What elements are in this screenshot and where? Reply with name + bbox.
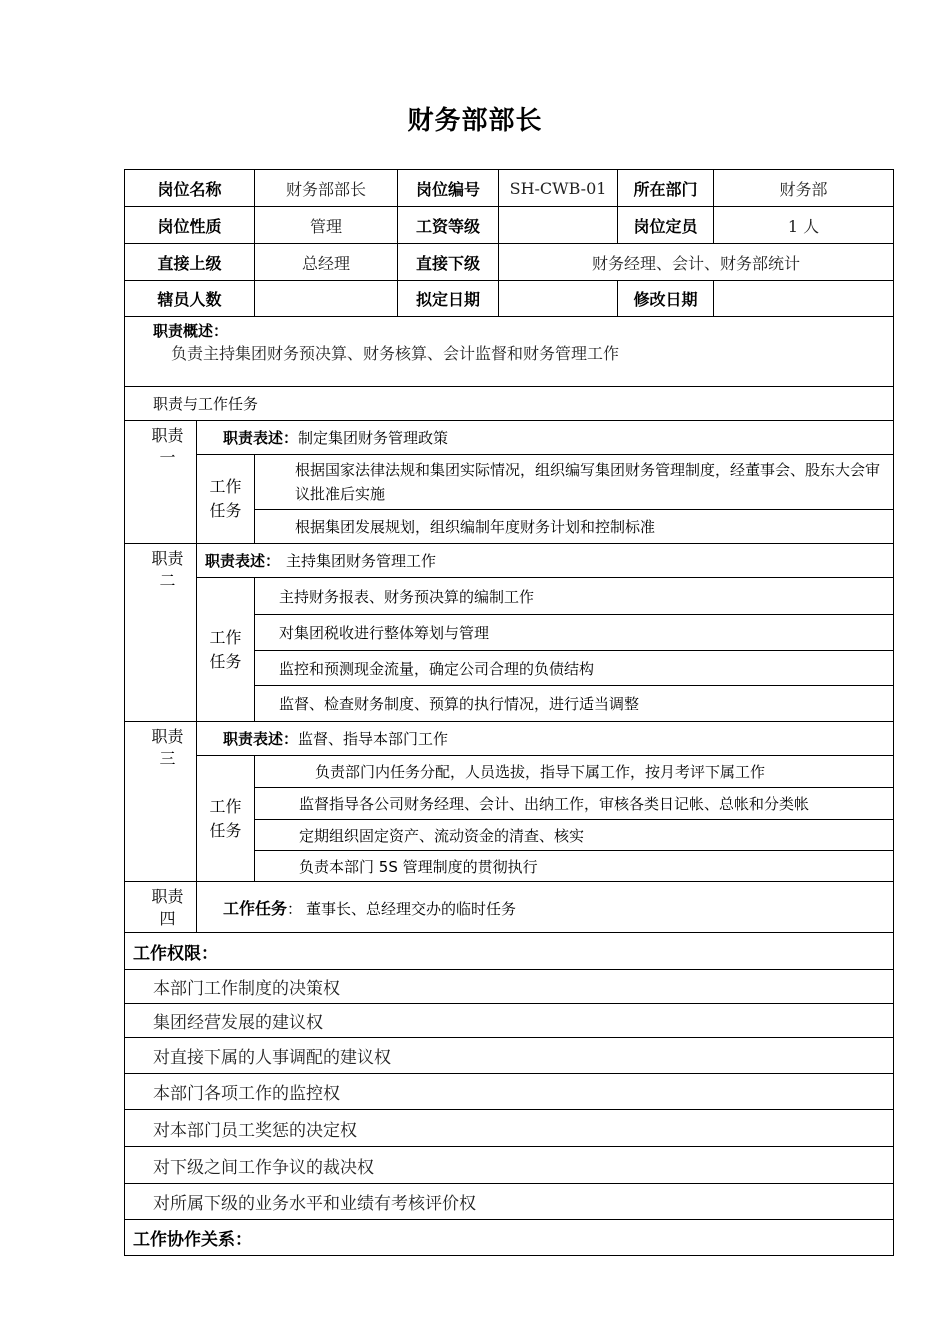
authority-item-4: 本部门各项工作的监控权 xyxy=(125,1074,894,1110)
authority-item-3: 对直接下属的人事调配的建议权 xyxy=(125,1038,894,1074)
salary-value xyxy=(499,207,618,244)
authority-item-7: 对所属下级的业务水平和业绩有考核评价权 xyxy=(125,1184,894,1220)
job-description-table xyxy=(124,169,894,1256)
superior-label: 直接上级 xyxy=(125,244,255,281)
post-name-value: 财务部部长 xyxy=(255,170,398,207)
duty-1-task-label: 工作任务 xyxy=(197,455,255,544)
duty-3-task-2: 监督指导各公司财务经理、会计、出纳工作，审核各类日记帐、总帐和分类帐 xyxy=(255,788,894,820)
post-code-label: 岗位编号 xyxy=(398,170,499,207)
duty-3-description xyxy=(197,722,894,756)
post-name-label: 岗位名称 xyxy=(125,170,255,207)
overview-label: 职责概述： xyxy=(153,322,229,340)
duty-2-task-label: 工作任务 xyxy=(197,578,255,722)
duty-3-number: 职责三 xyxy=(125,722,197,882)
duty-2-desc-text: 主持集团财务管理工作 xyxy=(286,552,437,570)
duties-header: 职责与工作任务 xyxy=(125,387,894,421)
authority-label: 工作权限： xyxy=(125,933,894,970)
duty-3-desc-label: 职责表述： xyxy=(223,730,299,748)
duty-1-number: 职责一 xyxy=(125,421,197,544)
subordinate-value: 财务经理、会计、财务部统计 xyxy=(499,244,894,281)
authority-item-5: 对本部门员工奖惩的决定权 xyxy=(125,1110,894,1147)
duty-1-task-1: 根据国家法律法规和集团实际情况，组织编写集团财务管理制度，经董事会、股东大会审议批准后实施 xyxy=(255,455,894,510)
duty-2-task-3: 监控和预测现金流量，确定公司合理的负债结构 xyxy=(255,651,894,686)
overview-cell xyxy=(125,317,894,387)
duty-4-description: 工作任务： 董事长、总经理交办的临时任务 xyxy=(197,882,894,933)
duty-2-description xyxy=(197,544,894,578)
staff-label: 辖员人数 xyxy=(125,281,255,317)
cooperation-label: 工作协作关系： xyxy=(125,1220,894,1256)
dept-label: 所在部门 xyxy=(618,170,714,207)
duty-4-task-text: 董事长、总经理交办的临时任务 xyxy=(306,899,517,918)
authority-item-2: 集团经营发展的建议权 xyxy=(125,1004,894,1038)
superior-value: 总经理 xyxy=(255,244,398,281)
duty-1-desc-label: 职责表述： xyxy=(223,429,299,447)
duty-2-number: 职责二 xyxy=(125,544,197,722)
post-code-value: SH-CWB-01 xyxy=(499,170,618,207)
revise-date-value xyxy=(714,281,894,317)
draft-date-value xyxy=(499,281,618,317)
duty-1-task-2: 根据集团发展规划，组织编制年度财务计划和控制标准 xyxy=(255,510,894,544)
duty-3-desc-text: 监督、指导本部门工作 xyxy=(298,730,449,748)
nature-label: 岗位性质 xyxy=(125,207,255,244)
draft-date-label: 拟定日期 xyxy=(398,281,499,317)
page-title: 财务部部长 xyxy=(407,106,543,136)
duty-1-desc-text: 制定集团财务管理政策 xyxy=(298,429,449,447)
quota-value: 1 人 xyxy=(714,207,894,244)
duty-4-task-label: 工作任务 xyxy=(223,898,288,918)
duty-3-task-3: 定期组织固定资产、流动资金的清查、核实 xyxy=(255,820,894,851)
duty-3-task-1: 负责部门内任务分配，人员选拔，指导下属工作，按月考评下属工作 xyxy=(255,756,894,788)
salary-label: 工资等级 xyxy=(398,207,499,244)
duty-2-task-4: 监督、检查财务制度、预算的执行情况，进行适当调整 xyxy=(255,686,894,722)
subordinate-label: 直接下级 xyxy=(398,244,499,281)
duty-1-description xyxy=(197,421,894,455)
overview-text: 负责主持集团财务预决算、财务核算、会计监督和财务管理工作 xyxy=(171,344,620,363)
duty-4-number: 职责四 xyxy=(125,882,197,933)
revise-date-label: 修改日期 xyxy=(618,281,714,317)
duty-2-desc-label: 职责表述： xyxy=(205,552,281,570)
duty-3-task-4: 负责本部门 5S 管理制度的贯彻执行 xyxy=(255,851,894,882)
duty-3-task-label: 工作任务 xyxy=(197,756,255,882)
authority-item-1: 本部门工作制度的决策权 xyxy=(125,970,894,1004)
quota-label: 岗位定员 xyxy=(618,207,714,244)
staff-value xyxy=(255,281,398,317)
duty-2-task-2: 对集团税收进行整体筹划与管理 xyxy=(255,615,894,651)
authority-item-6: 对下级之间工作争议的裁决权 xyxy=(125,1147,894,1184)
nature-value: 管理 xyxy=(255,207,398,244)
dept-value: 财务部 xyxy=(714,170,894,207)
duty-2-task-1: 主持财务报表、财务预决算的编制工作 xyxy=(255,578,894,615)
